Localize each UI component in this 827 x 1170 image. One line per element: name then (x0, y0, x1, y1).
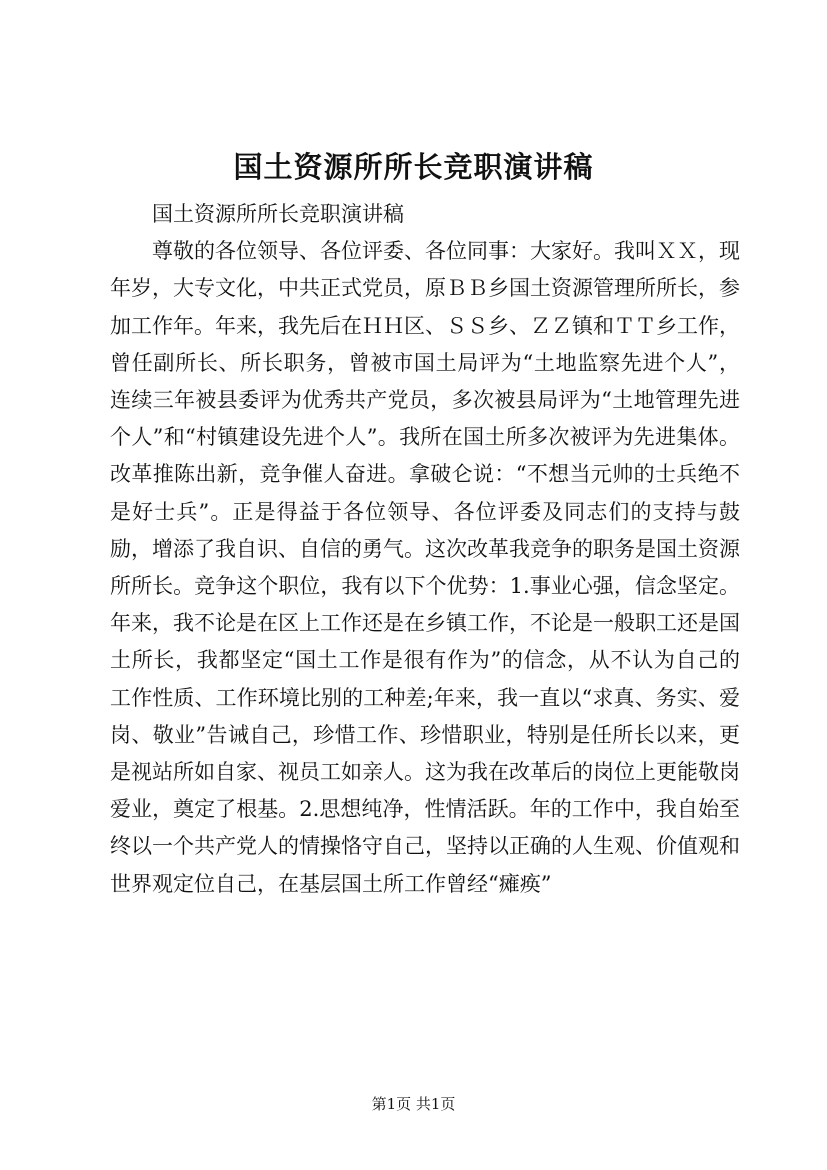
document-body (110, 196, 740, 903)
document-title: 国土资源所所长竞职演讲稿 (233, 150, 594, 184)
body-paragraph: 尊敬的各位领导、各位评委、各位同事：大家好。我叫ＸＸ，现年岁，大专文化，中共正式党员，原ＢＢ乡国土资源管理所所长，参加工作年。年来，我先后在ＨＨ区、ＳＳ乡、ＺＺ镇和ＴＴ乡工作，曾任副所长、所长职务，曾被市国土局评为“土地监察先进个人”，连续三年被县委评为优秀共产党员，多次被县局评为“土地管理先进个人”和“村镇建设先进个人”。我所在国土所多次被评为先进集体。改革推陈出新，竞争催人奋进。拿破仑说：“不想当元帅的士兵绝不是好士兵”。正是得益于各位领导、各位评委及同志们的支持与鼓励，增添了我自识、自信的勇气。这次改革我竞争的职务是国土资源所所长。竞争这个职位，我有以下个优势：1.事业心强，信念坚定。年来，我不论是在区上工作还是在乡镇工作，不论是一般职工还是国土所长，我都坚定“国土工作是很有作为”的信念，从不认为自己的工作性质、工作环境比别的工种差;年来，我一直以“求真、务实、爱岗、敬业”告诫自己，珍惜工作、珍惜职业，特别是任所长以来，更是视站所如自家、视员工如亲人。这为我在改革后的岗位上更能敬岗爱业，奠定了根基。2.思想纯净，性情活跃。年的工作中，我自始至终以一个共产党人的情操恪守自己，坚持以正确的人生观、价值观和世界观定位自己，在基层国土所工作曾经“瘫痪” (110, 239, 740, 896)
document-subtitle: 国土资源所所长竞职演讲稿 (152, 202, 404, 226)
page-footer: 第1页 共1页 (371, 1095, 456, 1113)
